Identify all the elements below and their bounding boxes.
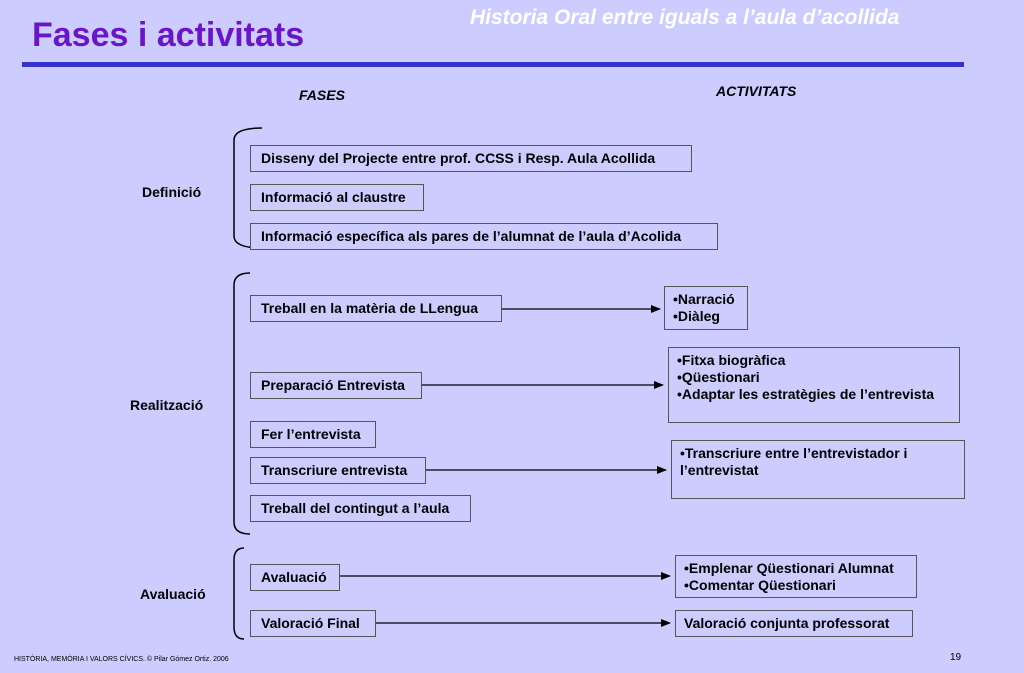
step-treball-contingut: Treball del contingut a l’aula: [250, 495, 471, 522]
phase-realitzacio: Realització: [130, 397, 204, 413]
activitats-column-header: ACTIVITATS: [716, 83, 797, 99]
step-fer-entrevista: Fer l’entrevista: [250, 421, 376, 448]
activity-llengua: [664, 286, 748, 330]
step-treball-llengua: Treball en la matèria de LLengua: [250, 295, 502, 322]
activity-preparacio-item: •Fitxa biogràfica: [677, 352, 786, 368]
page-number: 19: [950, 652, 962, 663]
page-title: Fases i activitats: [32, 16, 305, 54]
activity-valoracio: Valoració conjunta professorat: [675, 610, 913, 637]
footer-credit: HISTÒRIA, MEMÒRIA I VALORS CÍVICS. © Pilar Gómez Ortiz. 2006: [14, 656, 229, 663]
activity-transcriure-line: l’entrevistat: [680, 462, 759, 478]
presentation-subtitle: Historia Oral entre iguals a l’aula d’acollida: [470, 6, 900, 29]
activity-llengua-item: •Diàleg: [673, 308, 720, 324]
avaluacio-bracket: [234, 548, 244, 639]
step-informacio-pares: Informació específica als pares de l’alumnat de l’aula d’Acolida: [250, 223, 718, 250]
activity-preparacio-item: •Qüestionari: [677, 369, 760, 385]
step-valoracio-final: Valoració Final: [250, 610, 376, 637]
activity-preparacio: [668, 347, 960, 423]
step-disseny-projecte: Disseny del Projecte entre prof. CCSS i Resp. Aula Acollida: [250, 145, 692, 172]
activity-transcriure-line: •Transcriure entre l’entrevistador i: [680, 445, 908, 461]
step-transcriure-entrevista: Transcriure entrevista: [250, 457, 426, 484]
activity-preparacio-item: •Adaptar les estratègies de l’entrevista: [677, 386, 935, 402]
step-avaluacio: Avaluació: [250, 564, 340, 591]
activity-avaluacio: [675, 555, 917, 598]
activity-avaluacio-item: •Emplenar Qüestionari Alumnat: [684, 560, 894, 576]
step-preparacio-entrevista: Preparació Entrevista: [250, 372, 422, 399]
phase-avaluacio: Avaluació: [140, 586, 206, 602]
fases-column-header: FASES: [299, 87, 345, 103]
realitzacio-bracket: [234, 273, 250, 534]
activity-llengua-item: •Narració: [673, 291, 735, 307]
activity-avaluacio-item: •Comentar Qüestionari: [684, 577, 836, 593]
phase-definicio: Definició: [142, 184, 202, 200]
step-informacio-claustre: Informació al claustre: [250, 184, 424, 211]
activity-transcriure: [671, 440, 965, 499]
